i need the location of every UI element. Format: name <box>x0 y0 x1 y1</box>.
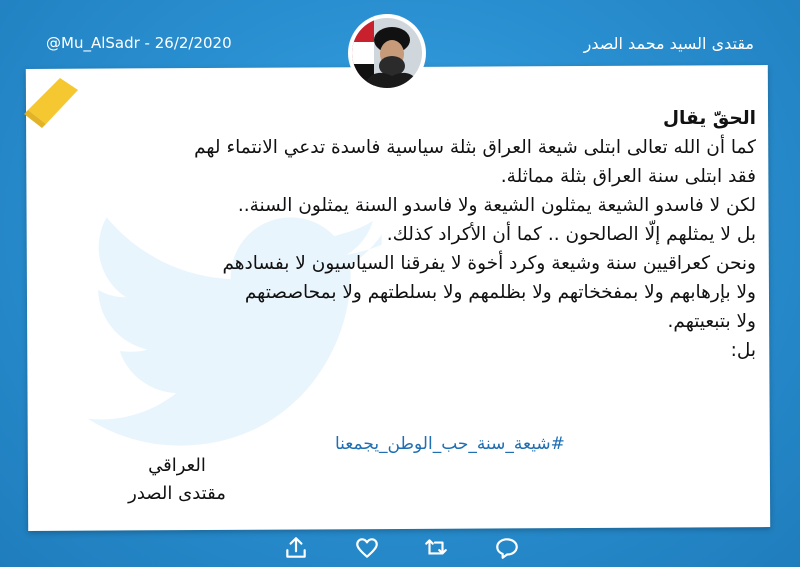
profile-avatar[interactable] <box>348 14 426 92</box>
tweet-line: فقد ابتلى سنة العراق بثلة مماثلة. <box>500 166 756 187</box>
tweet-heading: الحقّ يقال <box>663 108 756 129</box>
tweet-line: ولا بإرهابهم ولا بمفخخاتهم ولا بظلمهم ولا بسلطتهم ولا بمحاصصتهم <box>244 282 756 303</box>
tweet-text <box>56 104 756 365</box>
tweet-line: بل: <box>730 340 756 361</box>
tweet-line: ولا بتبعيتهم. <box>667 311 756 332</box>
hashtag-link[interactable]: #شيعة_سنة_حب_الوطن_يجمعنا <box>335 434 565 454</box>
tweet-actions <box>0 533 800 565</box>
account-name[interactable]: مقتدى السيد محمد الصدر <box>583 34 754 53</box>
share-icon[interactable] <box>283 535 309 561</box>
tweet-line: لكن لا فاسدو الشيعة يمثلون الشيعة ولا فاسدو السنة يمثلون السنة.. <box>237 195 756 216</box>
tweet-line: كما أن الله تعالى ابتلى شيعة العراق بثلة سياسية فاسدة تدعي الانتماء لهم <box>194 137 756 158</box>
retweet-icon[interactable] <box>423 535 449 561</box>
sticky-tape-corner <box>20 72 82 130</box>
like-icon[interactable] <box>354 535 380 561</box>
tweet-line: بل لا يمثلهم إلّا الصالحون .. كما أن الأكراد كذلك. <box>386 224 756 245</box>
avatar-icon <box>352 18 422 88</box>
tweet-line: ونحن كعراقيين سنة وشيعة وكرد أخوة لا يفرقنا السياسيون لا بفسادهم <box>222 253 756 274</box>
handle-date[interactable]: @Mu_AlSadr - 26/2/2020 <box>46 34 232 52</box>
signature <box>112 452 242 508</box>
signature-line-2: مقتدى الصدر <box>128 483 226 504</box>
reply-icon[interactable] <box>494 535 520 561</box>
signature-line-1: العراقي <box>148 455 206 476</box>
